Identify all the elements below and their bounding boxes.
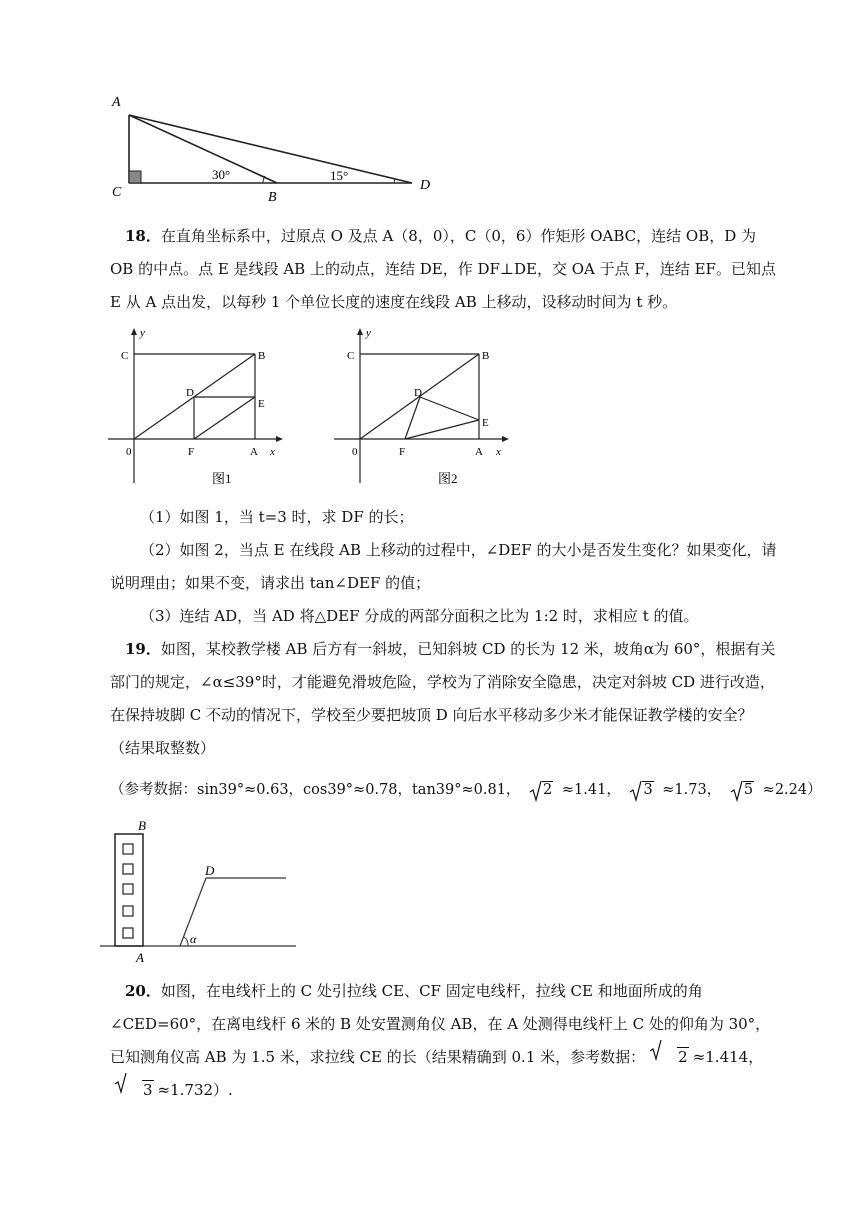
window — [123, 864, 133, 874]
reference-prefix: （参考数据：sin39°≈0.63，cos39°≈0.78，tan39°≈0.81， — [110, 782, 521, 798]
segment-de — [420, 397, 479, 420]
label-o: 0 — [352, 446, 358, 458]
question-number: 19． — [125, 640, 161, 658]
segment-fe — [194, 397, 255, 439]
window — [123, 906, 133, 916]
question-19 — [110, 633, 780, 765]
label-alpha: α — [190, 932, 197, 946]
triangle-figure — [100, 88, 450, 213]
label-x: x — [496, 446, 501, 458]
sqrt-3: 3 — [629, 782, 653, 798]
figure-caption: 图2 — [438, 471, 458, 486]
x-axis-arrow — [502, 436, 509, 442]
label-a: A — [475, 446, 483, 458]
label-c: C — [347, 350, 355, 362]
sqrt-2: 2 — [529, 782, 553, 798]
question-18 — [110, 220, 780, 319]
label-d: D — [186, 387, 194, 399]
reference-data — [110, 778, 822, 799]
label-a: A — [112, 95, 121, 110]
label-x: x — [270, 446, 275, 458]
question-text: 如图，某校教学楼 AB 后方有一斜坡，已知斜坡 CD 的长为 12 米，坡角α为 60°，根据有关部门的规定，∠α≤39°时，才能避免滑坡危险，学校为了消除安全隐患，决定对斜坡 CD 进行改造，在保持坡脚 C 不动的情况下，学校至少要把坡顶 D 向后水平移动多少米才能保证教学楼的安全？（结果取整数） — [110, 640, 776, 757]
sub-question-3: （3）连结 AD，当 AD 将△DEF 分成的两部分面积之比为 1:2 时，求相应 t 的值。 — [140, 607, 699, 625]
sqrt-2: 2 — [649, 1041, 689, 1074]
label-y: y — [366, 327, 371, 339]
slope-building-figure — [100, 812, 300, 964]
window — [123, 928, 133, 938]
angle-label-15: 15° — [330, 168, 349, 183]
question-number: 18． — [125, 227, 161, 245]
label-e: E — [482, 417, 489, 429]
coordinate-figure-1 — [108, 323, 288, 493]
figure-caption: 图1 — [212, 471, 232, 486]
y-axis-arrow — [131, 328, 137, 335]
question-text: 在直角坐标系中，过原点 O 及点 A（8，0），C（0，6）作矩形 OABC，连结 OB，D 为 OB 的中点。点 E 是线段 AB 上的动点，连结 DE，作 DF⊥DE，交 OA 于点 F，连结 EF。已知点 E 从 A 点出发，以每秒 1 个单位长度的速度在线段 AB 上移动，设移动时间为 t 秒。 — [110, 227, 776, 311]
sub-question-1: （1）如图 1，当 t=3 时，求 DF 的长； — [140, 508, 414, 526]
label-o: 0 — [126, 446, 132, 458]
segment-ab — [129, 115, 277, 183]
sqrt-3: 3 — [114, 1074, 154, 1107]
sqrt-3-value: ≈1.73， — [662, 782, 722, 798]
label-b: B — [138, 818, 146, 833]
label-f: F — [188, 446, 195, 458]
label-b: B — [258, 350, 266, 362]
label-b: B — [268, 190, 277, 205]
label-c: C — [112, 185, 122, 200]
sqrt-5-value: ≈2.24） — [762, 782, 822, 798]
label-f: F — [399, 446, 406, 458]
question-20 — [110, 975, 780, 1107]
segment-fe — [405, 420, 479, 439]
label-e: E — [258, 398, 265, 410]
building — [115, 834, 143, 946]
alpha-arc — [184, 937, 188, 946]
sqrt-5: 5 — [730, 782, 754, 798]
y-axis-arrow — [357, 328, 363, 335]
label-d: D — [414, 387, 422, 399]
window — [123, 884, 133, 894]
question-text: 如图，在电线杆上的 C 处引拉线 CE、CF 固定电线杆，拉线 CE 和地面所成的角∠CED=60°，在离电线杆 6 米的 B 处安置测角仪 AB，在 A 处测得电线杆上 C 处的仰角为 30°，已知测角仪高 AB 为 1.5 米，求拉线 CE 的长（结果精确到 0.1 米，参考数据： — [110, 982, 771, 1066]
label-a: A — [250, 446, 258, 458]
angle-label-30: 30° — [212, 167, 231, 182]
label-d: D — [420, 178, 431, 193]
segment-df — [405, 397, 420, 439]
segment-ad — [129, 115, 412, 183]
right-angle-mark — [129, 171, 141, 183]
label-c: C — [121, 350, 129, 362]
sqrt-2-value: ≈1.41， — [561, 782, 621, 798]
window — [123, 844, 133, 854]
label-y: y — [140, 327, 145, 339]
label-a: A — [136, 950, 144, 964]
sub-question-2: （2）如图 2，当点 E 在线段 AB 上移动的过程中，∠DEF 的大小是否发生变化？如果变化，请说明理由；如果不变，请求出 tan∠DEF 的值； — [110, 541, 777, 592]
question-number: 20． — [125, 982, 161, 1000]
sqrt-2-value: ≈1.414， — [692, 1048, 764, 1066]
coordinate-figure-2 — [334, 323, 514, 493]
sqrt-3-value: ≈1.732）. — [157, 1081, 233, 1099]
x-axis-arrow — [276, 436, 283, 442]
label-b: B — [482, 350, 490, 362]
label-d: D — [205, 863, 215, 878]
